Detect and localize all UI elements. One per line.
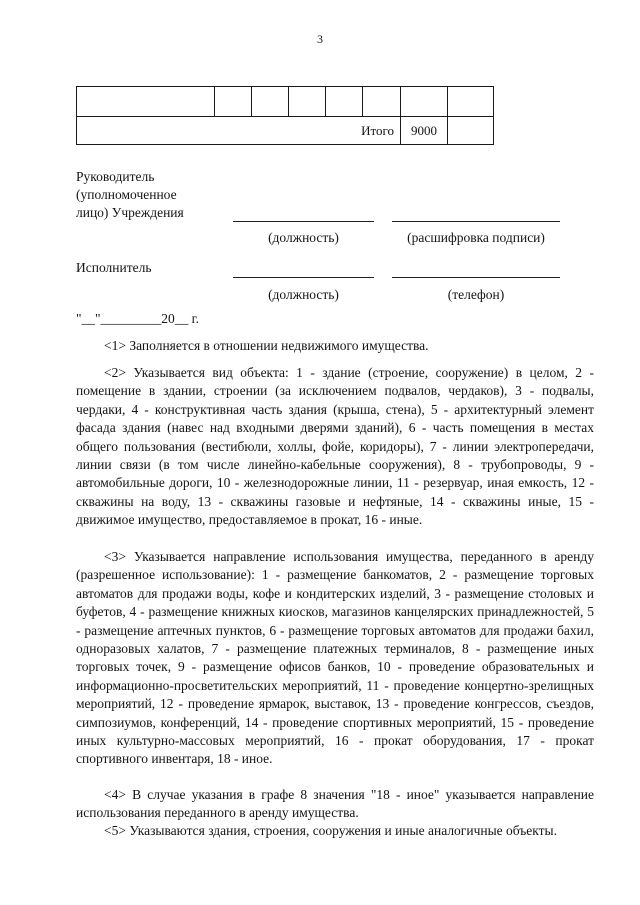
table-cell <box>363 87 401 117</box>
table-cell <box>448 117 494 145</box>
table-cell <box>77 87 215 117</box>
table-cell <box>252 87 289 117</box>
total-label: Итого <box>77 117 401 145</box>
footnote-5 <box>76 822 594 840</box>
executor-position-caption: (должность) <box>268 287 339 302</box>
position-signature-line <box>233 221 374 222</box>
phone-caption: (телефон) <box>447 287 505 302</box>
executor-position-line <box>233 277 374 278</box>
head-label <box>76 168 184 222</box>
decoding-signature-line <box>392 221 560 222</box>
head-label-line: Руководитель <box>76 169 155 184</box>
table-cell <box>326 87 363 117</box>
table-cell <box>289 87 326 117</box>
footnote-text: <1> Заполняется в отношении недвижимого имущества. <box>104 338 429 353</box>
summary-table <box>76 86 494 145</box>
footnote-text: <2> Указывается вид объекта: 1 - здание (строение, сооружение) в целом, 2 - помещение в здании, строении (за исключением подвалов, чердаков), 3 - подвалы, чердаки, 4 - конструктивная часть здания (крыша, стена), 5 - архитектурный элемент фасада здания (навес над входными дверями зданий), 6 - часть помещения в местах общего пользования (вестибюли, холлы, фойе, коридоры), 7 - линии электропередачи, линии связи (в том числе линейно-кабельные сооружения), 8 - трубопроводы, 9 - автомобильные дороги, 10 - железнодорожные линии, 11 - резервуар, иная емкость, 12 - скважины на воду, 13 - скважины газовые и нефтяные, 14 - скважины иные, 15 - движимое имущество, предоставляемое в прокат, 16 - иные. <box>76 365 594 528</box>
table-row <box>77 87 494 117</box>
executor-label: Исполнитель <box>76 260 152 275</box>
footnote-4 <box>76 786 594 823</box>
footnote-1 <box>76 337 594 355</box>
position-caption: (должность) <box>268 230 339 245</box>
table-row-total <box>77 117 494 145</box>
footnote-text: <5> Указываются здания, строения, сооружения и иные аналогичные объекты. <box>104 823 557 838</box>
head-label-line: лицо) Учреждения <box>76 205 184 220</box>
footnote-text: <4> В случае указания в графе 8 значения "18 - иное" указывается направление использования переданного в аренду имущества. <box>76 787 594 821</box>
footnote-2 <box>76 364 594 530</box>
table-cell <box>215 87 252 117</box>
head-label-line: (уполномоченное <box>76 187 177 202</box>
phone-line <box>392 277 560 278</box>
table-cell <box>448 87 494 117</box>
page-number: 3 <box>317 32 323 46</box>
footnote-3 <box>76 548 594 769</box>
decoding-caption: (расшифровка подписи) <box>407 230 545 245</box>
total-value: 9000 <box>401 117 448 145</box>
date-line: "__"_________20__ г. <box>76 311 200 326</box>
table-cell <box>401 87 448 117</box>
footnote-text: <3> Указывается направление использования имущества, переданного в аренду (разрешенное использование): 1 - размещение банкоматов, 2 - размещение торговых автоматов для продажи воды, кофе и кондитерских изделий, 3 - размещение столовых и буфетов, 4 - размещение книжных киосков, магазинов канцелярских принадлежностей, 5 - размещение аптечных пунктов, 6 - размещение торговых автоматов для продажи бахил, одноразовых халатов, 7 - размещение платежных терминалов, 8 - размещение иных торговых точек, 9 - размещение офисов банков, 10 - проведение образовательных и информационно-просветительских мероприятий, 11 - проведение концертно-зрелищных мероприятий, 12 - проведение ярмарок, выставок, 13 - проведение конгрессов, съездов, симпозиумов, конференций, 14 - проведение спортивных мероприятий, 15 - проведение иных культурно-массовых мероприятий, 16 - прокат оборудования, 17 - прокат спортивного инвентаря, 18 - иное. <box>76 549 594 767</box>
